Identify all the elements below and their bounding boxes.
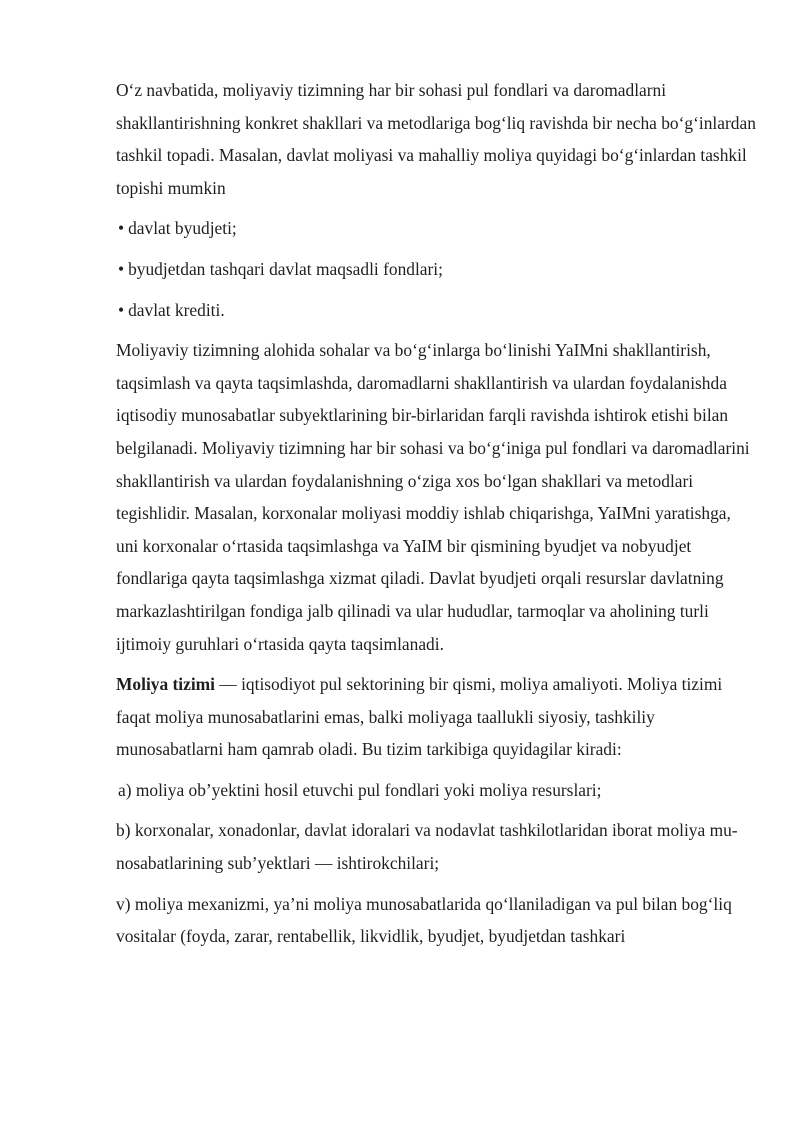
bullet-item-extrabudget-funds: [116, 253, 756, 286]
bullet-symbol: •: [118, 218, 125, 239]
bullet-symbol: •: [118, 299, 125, 320]
paragraph-intro: O‘z navbatida, moliyaviy tizimning har bir sohasi pul fondlari va daromadlarni shakllantirishning konkret shakllari va metodlariga bog‘liq ravishda bir necha bo‘g‘inlardan tashkil topadi. Masalan, davlat moliyasi va mahalliy moliya quyidagi bo‘g‘inlardan tashkil topishi mumkin: [116, 80, 756, 198]
list-item-a: a) moliya ob’yektini hosil etuvchi pul fondlari yoki moliya resurslari;: [118, 779, 602, 800]
paragraph-definition: [116, 668, 756, 766]
bullet-item-state-credit: [116, 294, 756, 327]
document-page: [116, 74, 756, 961]
bullet-item-state-budget: [116, 212, 756, 245]
definition-text: — iqtisodiyot pul sektorining bir qismi, moliya amaliyoti. Moliya tizimi faqat moliya munosabatlarini emas, balki moliyaga taallukli siyosiy, tashkiliy munosabatlarni ham qamrab oladi. Bu tizim tarkibiga quyidagilar kiradi:: [116, 674, 723, 760]
bullet-text: byudjetdan tashqari davlat maqsadli fondlari;: [128, 258, 443, 279]
list-item-b: b) korxonalar, xonadonlar, davlat idoralari va nodavlat tashkilotlaridan iborat moliya mu-nosabatlarining sub’yektlari — ishtirokchilari;: [116, 820, 738, 874]
paragraph-division: Moliyaviy tizimning alohida sohalar va bo‘g‘inlarga bo‘linishi YaIMni shakllantirish, taqsimlash va qayta taqsimlashda, daromadlarni shakllantirish va ulardan foydalanishda iqtisodiy munosabatlar subyektlarining bir-birlaridan farqli ravishda ishtirok etishi bilan belgilanadi. Moliyaviy tizimning har bir sohasi va bo‘g‘iniga pul fondlari va daromadlarini shakllantirish va ulardan foydalanishning o‘ziga xos bo‘lgan shakllari va metodlari tegishlidir. Masalan, korxonalar moliyasi moddiy ishlab chiqarishga, YaIMni yaratishga, uni korxonalar o‘rtasida taqsimlashga va YaIM bir qismining byudjet va nobyudjet fondlariga qayta taqsimlashga xizmat qiladi. Davlat byudjeti orqali resurslar davlatning markazlashtirilgan fondiga jalb qilinadi va ular hududlar, tarmoqlar va aholining turli ijtimoiy guruhlari o‘rtasida qayta taqsimlanadi.: [116, 340, 750, 654]
bullet-text: davlat byudjeti;: [128, 218, 237, 239]
bullet-symbol: •: [118, 258, 125, 279]
defined-term: Moliya tizimi: [116, 674, 216, 695]
list-item-v: v) moliya mexanizmi, ya’ni moliya munosabatlarida qo‘llaniladigan va pul bilan bog‘liq vositalar (foyda, zarar, rentabellik, likvidlik, byudjet, byudjetdan tashkari: [116, 893, 732, 947]
bullet-text: davlat krediti.: [128, 299, 225, 320]
